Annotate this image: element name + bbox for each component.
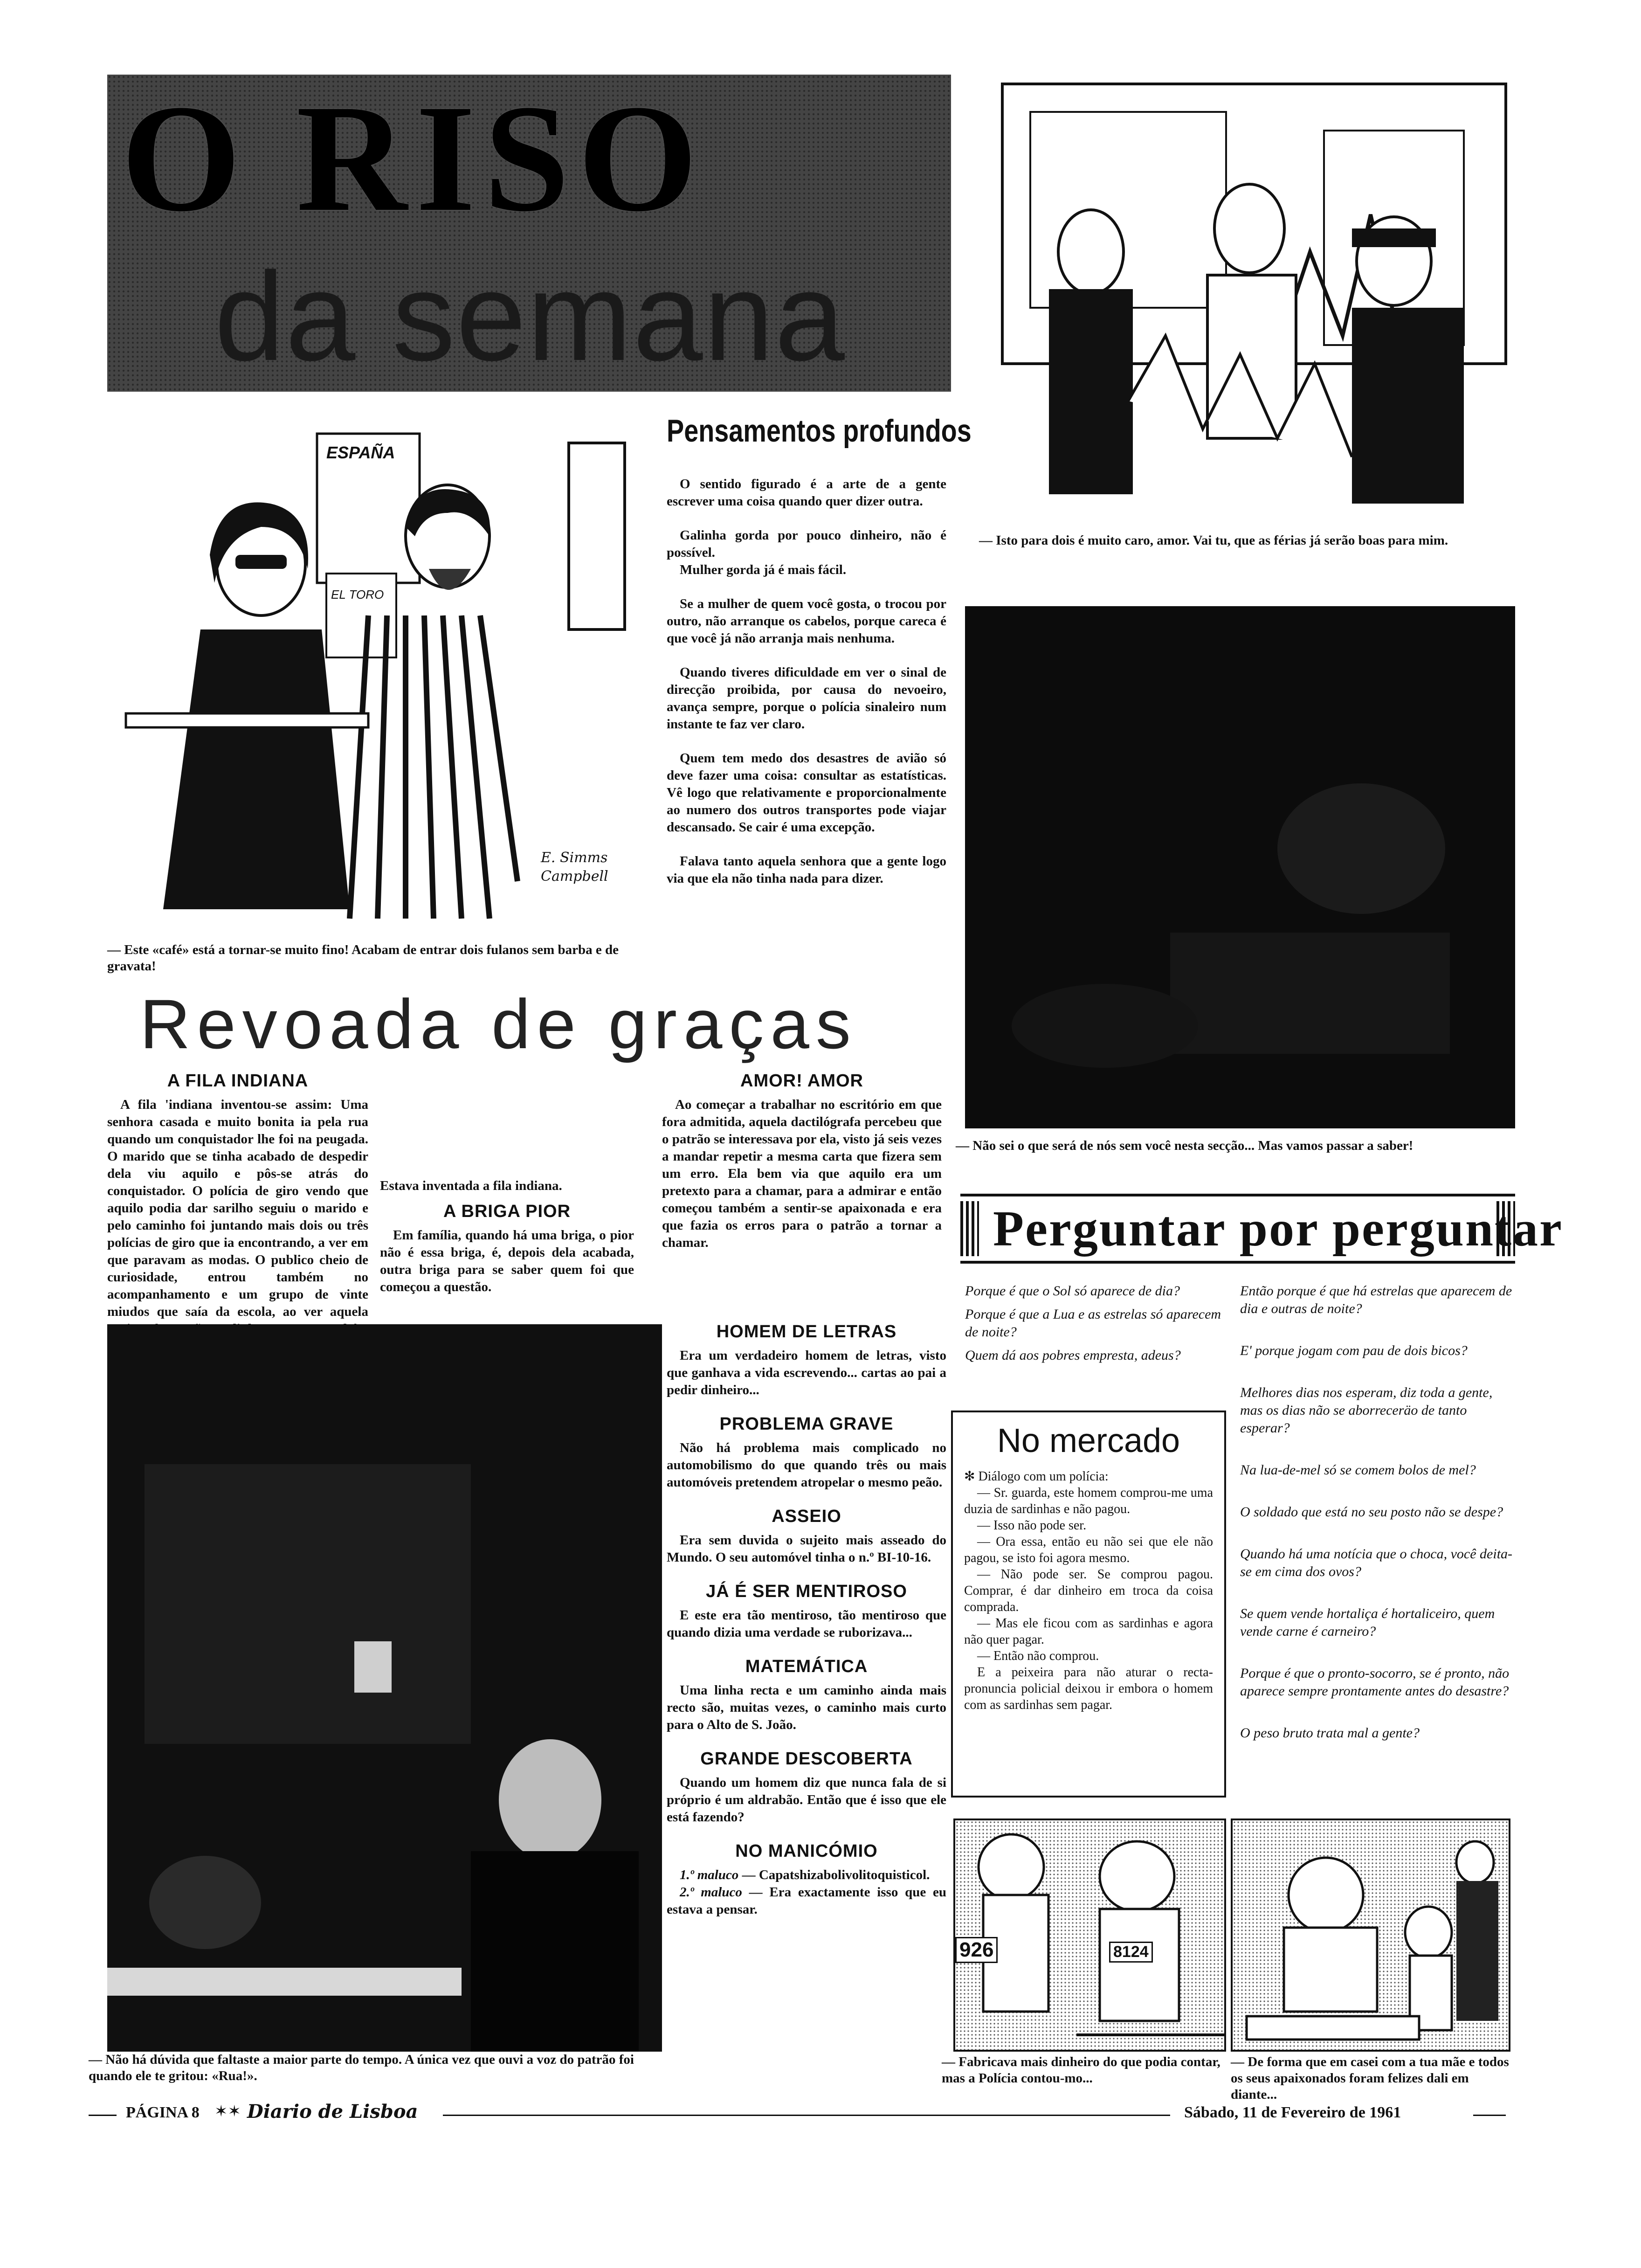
revoada-heading: Revoada de graças <box>140 985 857 1063</box>
caption-perdido: — Não há dúvida que faltaste a maior parte do tempo. A única vez que ouvi a voz do patrão foi quando ele te gritou: «Rua!». <box>89 2052 634 2083</box>
pergunta-8: O soldado que está no seu posto não se despe? <box>1240 1504 1503 1520</box>
cartoon-prisoner <box>953 1819 1226 2052</box>
mercado-line-3: — Isso não pode ser. <box>977 1518 1087 1533</box>
perguntar-col-2 <box>1240 1282 1515 1742</box>
pergunta-2: Porque é que a Lua e as estrelas só aparecem de noite? <box>965 1307 1221 1340</box>
mercado-line-1: ✻ Diálogo com um polícia: <box>964 1469 1109 1484</box>
revoada-col-3 <box>662 1072 942 1268</box>
caption-ferias: — Isto para dois é muito caro, amor. Vai tu, que as férias já serão boas para mim. <box>979 533 1448 548</box>
revoada-col-4 <box>667 1315 946 1935</box>
dark-scene-figures <box>965 606 1515 1128</box>
section-title-grande-descoberta: GRANDE DESCOBERTA <box>700 1749 913 1769</box>
pensamento-4: Se a mulher de quem você gosta, o trocou por outro, não arranque os cabelos, porque careca é que você já não arranja mais nenhuma. <box>667 596 946 646</box>
prisoner-number-right: 8124 <box>1109 1942 1153 1963</box>
mercado-text <box>964 1468 1213 1713</box>
section-text-fila-indiana-end: Estava inventada a fila indiana. <box>380 1178 562 1193</box>
pergunta-6: Melhores dias nos esperam, diz toda a gente, mas os dias não se aborreceräo de tanto esperar? <box>1240 1385 1493 1436</box>
footer-rule-right <box>1473 2115 1506 2116</box>
pergunta-4: Então porque é que há estrelas que aparecem de dia e outras de noite? <box>1240 1283 1512 1316</box>
section-title-amor: AMOR! AMOR <box>740 1071 863 1091</box>
masthead-subtitle: da semana <box>214 247 846 387</box>
travel-agency-drawing <box>988 75 1515 522</box>
section-text-fila-indiana: A fila 'indiana inventou-se assim: Uma senhora casada e muito bonita ia pela rua quando um conquistador lhe foi na peugada. O marido que se tinha acabado de despedir dela viu aquilo e pôs-se atrás do conquistador. O polícia de giro vendo que aquilo podia dar sarilho seguiu o marido e pelo caminho foi juntando mais dois ou três polícias de giro que ia encontrando, a ver em que paravam as modas. O publico cheio de curiosidade, entrou também no acompanhamento e um grupo de vinte miudos que saía da escola, ao ver aquela <box>107 1097 368 1319</box>
mercado-heading: No mercado <box>997 1422 1180 1459</box>
cartoon-travel-agency <box>988 75 1515 522</box>
perguntar-heading: Perguntar por perguntar <box>993 1201 1563 1257</box>
manicomio-text-1: — Capatshizabolivolitoquisticol. <box>742 1867 930 1882</box>
pensamento-5: Quando tiveres dificuldade em ver o sinal de direcção proibida, por causa do nevoeiro, avança sempre, porque o polícia sinaleiro num instante te faz ver claro. <box>667 665 946 732</box>
manicomio-speaker-2: 2.º maluco <box>680 1885 742 1900</box>
section-title-asseio: ASSEIO <box>772 1507 841 1526</box>
section-text-matematica: Uma linha recta e um caminho ainda mais recto são, muitas vezes, o caminho mais curto para o Alto de S. João. <box>667 1683 946 1732</box>
cartoon-cafe <box>107 415 653 933</box>
manicomio-line-2 <box>667 1884 946 1918</box>
pergunta-11: Porque é que o pronto-socorro, se é pronto, não aparece sempre prontamente antes do desastre? <box>1240 1666 1510 1699</box>
section-title-matematica: MATEMÁTICA <box>745 1657 868 1676</box>
pergunta-1: Porque é que o Sol só aparece de dia? <box>965 1283 1180 1299</box>
section-title-mentiroso: JÁ É SER MENTIROSO <box>706 1582 907 1601</box>
manicomio-line-1 <box>667 1867 946 1884</box>
office-scene-figures <box>107 1324 662 2052</box>
section-title-fila-indiana: A FILA INDIANA <box>167 1071 309 1091</box>
revoada-col-1 <box>107 1072 368 1320</box>
manicomio-text-2: — Era exactamente isso que eu estava a pensar. <box>667 1885 947 1917</box>
section-text-mentiroso: E este era tão mentiroso, tão mentiroso que quando dizia uma verdade se ruborizava... <box>667 1608 946 1640</box>
masthead-title: O RISO <box>121 73 706 243</box>
section-text-homem-letras: Era um verdadeiro homem de letras, visto que ganhava a vida escrevendo... cartas ao pai a pedir dinheiro... <box>667 1348 946 1397</box>
caption-casei: — De forma que em casei com a tua mãe e todos os seus apaixonados foram felizes dali em diante... <box>1231 2054 1509 2102</box>
section-title-manicomio: NO MANICÓMIO <box>735 1841 878 1861</box>
caption-cafe: — Este «café» está a tornar-se muito fino! Acabam de entrar dois fulanos sem barba e de gravata! <box>107 942 619 974</box>
caption-dinheiro: — Fabricava mais dinheiro do que podia contar, mas a Polícia contou-mo... <box>942 2054 1220 2086</box>
pensamento-7: Falava tanto aquela senhora que a gente logo via que ela não tinha nada para dizer. <box>667 854 946 886</box>
mercado-line-2: — Sr. guarda, este homem comprou-me uma duzia de sardinhas e não pagou. <box>964 1486 1213 1516</box>
masthead-banner <box>107 75 951 392</box>
section-title-briga-pior: A BRIGA PIOR <box>443 1202 571 1221</box>
photo-dark-scene <box>965 606 1515 1128</box>
mercado-line-6: — Mas ele ficou com as sardinhas e agora não quer pagar. <box>964 1616 1213 1647</box>
footer-page-number: PÁGINA 8 <box>126 2104 200 2121</box>
mercado-line-4: — Ora essa, então eu não sei que ele não pagou, se isto foi agora mesmo. <box>964 1535 1213 1565</box>
perguntar-col-1 <box>965 1282 1231 1389</box>
pensamento-2: Galinha gorda por pouco dinheiro, não é possível. <box>667 528 946 560</box>
pergunta-3: Quem dá aos pobres empresta, adeus? <box>965 1348 1181 1363</box>
pensamentos-heading: Pensamentos profundos <box>667 413 972 449</box>
caption-seccao: — Não sei o que será de nós sem você nesta secção... Mas vamos passar a saber! <box>956 1138 1413 1153</box>
family-drawing <box>1233 1820 1509 2050</box>
sign-toro: EL TORO <box>331 588 384 602</box>
prisoner-drawing <box>955 1820 1224 2050</box>
revoada-col-2 <box>380 1079 634 1313</box>
pergunta-10: Se quem vende hortaliça é hortaliceiro, quem vende carne é carneiro? <box>1240 1606 1495 1639</box>
mercado-box <box>951 1411 1226 1798</box>
prisoner-number-left: 926 <box>955 1937 998 1963</box>
pergunta-12: O peso bruto trata mal a gente? <box>1240 1725 1420 1741</box>
pensamento-6: Quem tem medo dos desastres de avião só deve fazer uma coisa: consultar as estatísticas. Vê logo que relativamente e proporcionalmente ao numero dos outros transportes pode viajar descansado. Se cair é uma excepção. <box>667 751 946 835</box>
cartoon-family <box>1231 1819 1510 2052</box>
mercado-line-5: — Não pode ser. Se comprou pagou. Comprar, é dar dinheiro em troca da coisa comprada. <box>964 1567 1213 1614</box>
section-text-asseio: Era sem duvida o sujeito mais asseado do Mundo. O seu automóvel tinha o n.º BI-10-16. <box>667 1533 946 1565</box>
artist-signature: E. Simms Campbell <box>541 850 608 885</box>
pergunta-5: E' porque jogam com pau de dois bicos? <box>1240 1343 1468 1358</box>
section-text-grande-descoberta: Quando um homem diz que nunca fala de si próprio é um aldrabão. Então que é isso que ele está fazendo? <box>667 1775 946 1825</box>
perguntar-heading-box <box>960 1194 1563 1264</box>
footer-rule-left <box>89 2115 117 2116</box>
footer-rule-middle <box>443 2115 1170 2116</box>
photo-office-scene <box>107 1324 662 2052</box>
section-text-problema-grave: Não há problema mais complicado no automobilismo do que quando três ou mais automóveis pretendem atropelar o mesmo peão. <box>667 1440 946 1490</box>
pensamento-1: O sentido figurado é a arte de a gente escrever uma coisa quando quer dizer outra. <box>667 477 946 509</box>
footer-date: Sábado, 11 de Fevereiro de 1961 <box>1184 2104 1401 2121</box>
footer-star-icon: ✶✶ <box>214 2103 241 2120</box>
section-title-homem-letras: HOMEM DE LETRAS <box>716 1322 897 1341</box>
pergunta-9: Quando há uma notícia que o choca, você deita-se em cima dos ovos? <box>1240 1546 1513 1579</box>
perguntar-left-bars <box>960 1201 979 1256</box>
pensamento-3: Mulher gorda já é mais fácil. <box>680 562 847 577</box>
section-text-briga-pior: Em família, quando há uma briga, o pior não é essa briga, é, depois dela acabada, outra briga para se saber quem foi que começou a questão. <box>380 1228 634 1294</box>
mercado-line-8: E a peixeira para não aturar o recta-pronuncia policial deixou ir embora o homem com as sardinhas sem pagar. <box>964 1665 1213 1712</box>
manicomio-speaker-1: 1.º maluco <box>680 1867 739 1882</box>
section-title-problema-grave: PROBLEMA GRAVE <box>719 1414 894 1434</box>
footer-newspaper-name: Diario de Lisboa <box>247 2101 418 2123</box>
mercado-line-7: — Então não comprou. <box>977 1649 1099 1663</box>
pergunta-7: Na lua-de-mel só se comem bolos de mel? <box>1240 1462 1476 1478</box>
section-text-amor: Ao começar a trabalhar no escritório em que fora admitida, aquela dactilógrafa percebeu que o patrão se interessava por ela, visto já seis vezes a mandar repetir a mesma carta que fizera sem um erro. Ela bem via que aquilo era um pretexto para a chamar, para a admirar e então começou também a sentir-se apaixonada e era que fazia os erros para o patrão a tornar a chamar. <box>662 1097 942 1250</box>
pensamentos-column <box>667 476 946 904</box>
sign-espana: ESPAÑA <box>326 443 395 462</box>
